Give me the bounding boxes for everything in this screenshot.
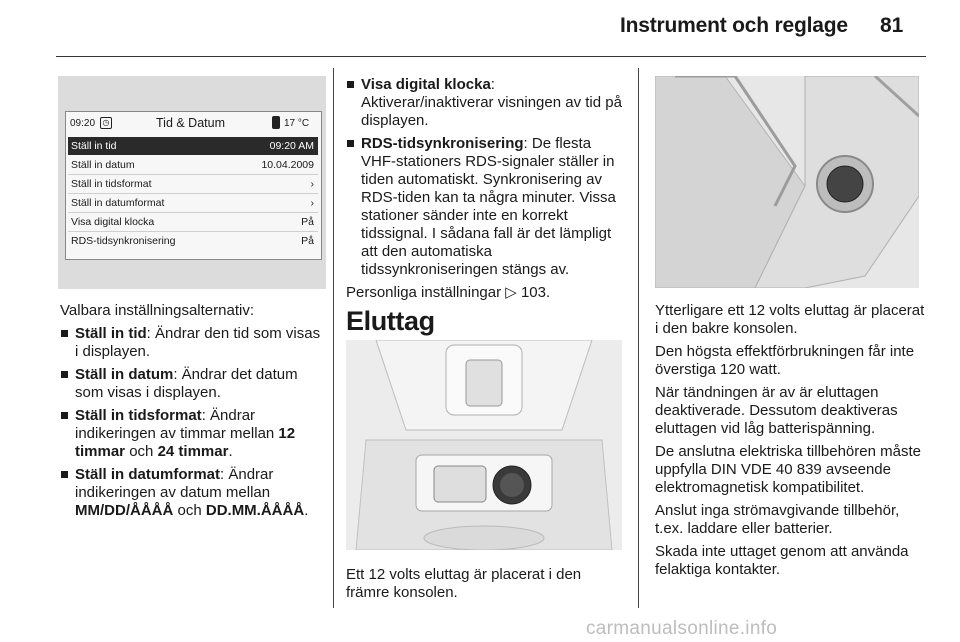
rear-socket-paragraph: Ytterligare ett 12 volts eluttag är placerat i den bakre konsolen. — [655, 302, 925, 337]
options-intro: Valbara inställningsalternativ: — [60, 302, 254, 319]
screen-row-label: Ställ in datumformat — [71, 197, 165, 209]
page-reference-icon: ▷ — [505, 284, 521, 301]
time-date-screen — [65, 111, 322, 260]
column-divider-1 — [333, 68, 334, 608]
watermark: carmanualsonline.info — [586, 618, 778, 639]
screen-row-value: 09:20 AM — [269, 140, 314, 152]
screen-row-rds-sync[interactable] — [68, 232, 318, 250]
screen-row-label: Ställ in tid — [71, 140, 117, 152]
screen-row-label: Ställ in tidsformat — [71, 178, 152, 190]
screen-time: 09:20 — [70, 118, 96, 129]
column-3-text — [655, 302, 927, 584]
chevron-right-icon: › — [310, 197, 314, 209]
ignition-off-paragraph: När tändningen är av är eluttagen deaktiverade. Dessutom deaktiveras eluttagen vid låg batterispänning. — [655, 384, 898, 437]
screen-title: Tid & Datum — [156, 116, 226, 130]
front-socket-figure — [346, 340, 622, 550]
header-rule — [56, 56, 926, 57]
column-1-text — [60, 302, 326, 525]
rear-console-illustration — [655, 76, 919, 288]
screen-temperature: 17 °C — [284, 118, 310, 129]
screen-row-date-format[interactable] — [68, 194, 318, 213]
front-socket-caption: Ett 12 volts eluttag är placerat i den främre konsolen. — [346, 566, 582, 601]
column-2-text — [346, 76, 626, 307]
wrong-plugs-paragraph: Skada inte uttaget genom att använda felaktiga kontakter. — [655, 543, 909, 578]
bullet-rds-sync: RDS-tidsynkronisering: De flesta VHF-stationers RDS-signaler ställer in tiden automatiskt. Synkronisering av RDS-tiden kan ta några minuter. Vissa stationer sänder inte en korrekt tidssignal. I sådana fall är det lämpligt att den automatiska tidssynkroniseringen stängs av. — [346, 135, 626, 279]
chevron-right-icon: › — [310, 178, 314, 190]
max-power-paragraph: Den högsta effektförbrukningen får inte överstiga 120 watt. — [655, 343, 915, 378]
bullet-digital-clock: Visa digital klocka: Aktiverar/inaktiverar visningen av tid på displayen. — [346, 76, 626, 130]
rear-socket-figure — [655, 76, 919, 288]
column-divider-2 — [638, 68, 639, 608]
screen-row-time-format[interactable] — [68, 175, 318, 194]
front-console-illustration — [346, 340, 622, 550]
screen-row-set-time[interactable] — [68, 137, 318, 155]
personal-settings-reference: Personliga inställningar ▷ 103. — [346, 284, 551, 301]
screen-row-value: På — [301, 235, 314, 247]
section-heading-eluttag: Eluttag — [346, 306, 435, 336]
accessories-standard-paragraph: De anslutna elektriska tillbehören måste uppfylla DIN VDE 40 839 avseende elektromagnetisk kompatibilitet. — [655, 443, 921, 496]
screen-row-value: På — [301, 216, 314, 228]
page-number: 81 — [880, 14, 904, 37]
page-header-title: Instrument och reglage — [620, 14, 848, 37]
bullet-date-format: Ställ in datumformat: Ändrar indikeringen av datum mellan MM/DD/ÅÅÅÅ och DD.MM.ÅÅÅÅ. — [60, 466, 326, 520]
screen-row-set-date[interactable] — [68, 156, 318, 175]
screen-row-label: RDS-tidsynkronisering — [71, 235, 176, 247]
screen-row-label: Visa digital klocka — [71, 216, 155, 228]
thermometer-icon — [272, 116, 280, 129]
screen-row-label: Ställ in datum — [71, 159, 135, 171]
bullet-set-time: Ställ in tid: Ändrar den tid som visas i displayen. — [60, 325, 326, 361]
bullet-time-format: Ställ in tidsformat: Ändrar indikeringen av timmar mellan 12 timmar och 24 timmar. — [60, 407, 326, 461]
no-power-sources-paragraph: Anslut inga strömavgivande tillbehör, t.ex. laddare eller batterier. — [655, 502, 900, 537]
screen-row-value: 10.04.2009 — [261, 159, 314, 171]
bullet-set-date: Ställ in datum: Ändrar det datum som visas i displayen. — [60, 366, 326, 402]
screen-row-digital-clock[interactable] — [68, 213, 318, 232]
screen-status-bar — [66, 112, 321, 134]
clock-icon: ◷ — [100, 117, 112, 129]
